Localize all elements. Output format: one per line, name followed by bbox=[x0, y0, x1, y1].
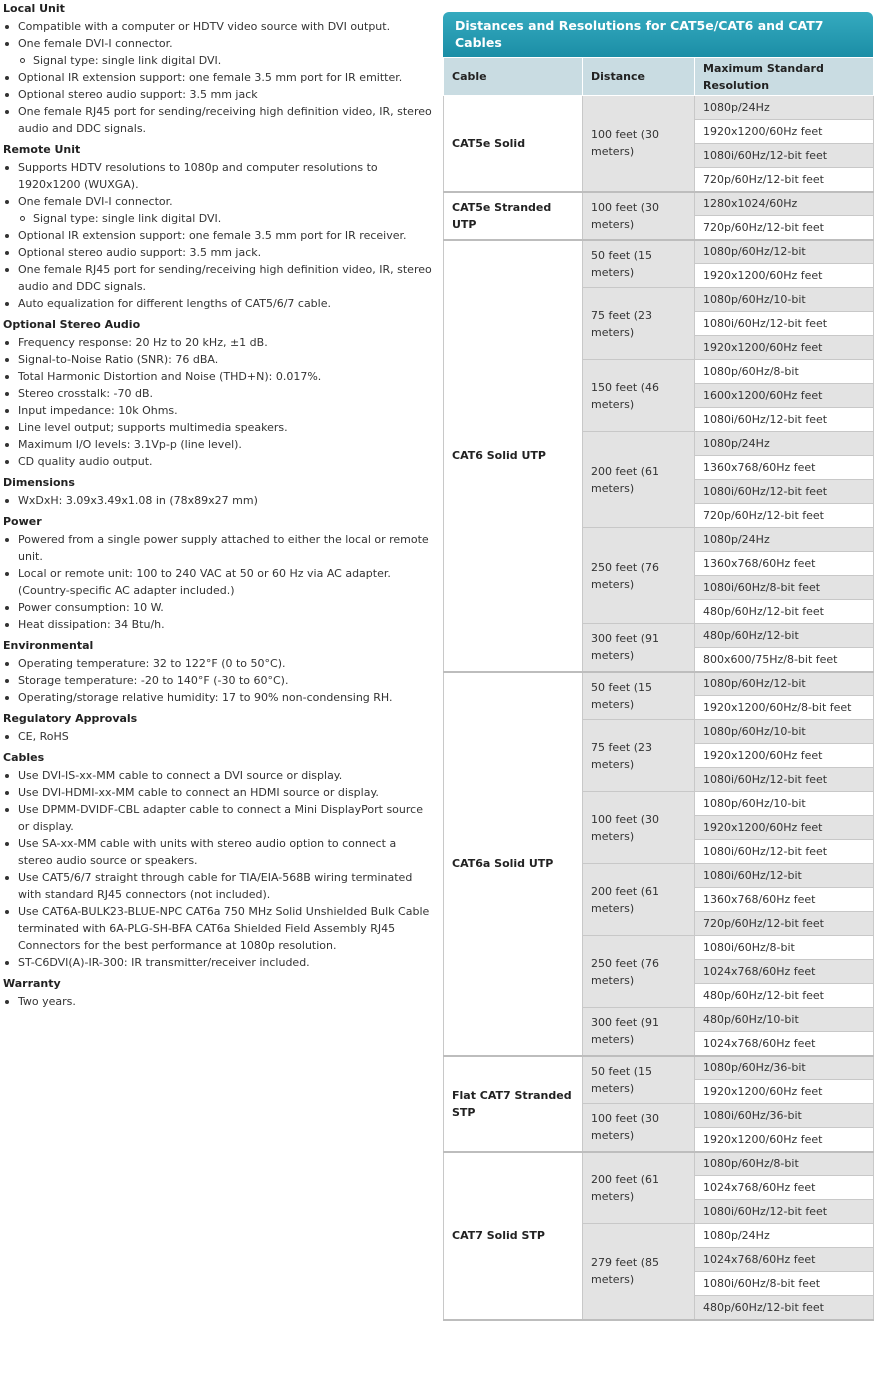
resolution-cell: 1024x768/60Hz feet bbox=[695, 1032, 874, 1056]
resolution-cell: 1080i/60Hz/12-bit feet bbox=[695, 312, 874, 336]
section-heading: Power bbox=[3, 515, 42, 528]
resolution-cell: 1080p/24Hz bbox=[695, 1224, 874, 1248]
table-title: Distances and Resolutions for CAT5e/CAT6 and CAT7 Cables bbox=[443, 12, 873, 57]
section-list bbox=[3, 531, 433, 633]
resolution-cell: 1360x768/60Hz feet bbox=[695, 888, 874, 912]
resolution-cell: 1280x1024/60Hz bbox=[695, 192, 874, 216]
list-item: Compatible with a computer or HDTV video source with DVI output. bbox=[3, 18, 433, 35]
list-item: Use DPMM-DVIDF-CBL adapter cable to connect a Mini DisplayPort source or display. bbox=[3, 801, 433, 835]
resolution-cell: 720p/60Hz/12-bit feet bbox=[695, 216, 874, 240]
distance-cell: 300 feet (91 meters) bbox=[583, 624, 695, 672]
cable-cell: CAT7 Solid STP bbox=[444, 1152, 583, 1320]
resolution-cell: 1080i/60Hz/12-bit feet bbox=[695, 1200, 874, 1224]
resolution-cell: 1080i/60Hz/12-bit bbox=[695, 864, 874, 888]
list-item: Use SA-xx-MM cable with units with stereo audio option to connect a stereo audio source or speakers. bbox=[3, 835, 433, 869]
section-heading: Regulatory Approvals bbox=[3, 712, 138, 725]
distance-cell: 100 feet (30 meters) bbox=[583, 1104, 695, 1152]
resolution-cell: 1360x768/60Hz feet bbox=[695, 552, 874, 576]
section-heading: Remote Unit bbox=[3, 143, 81, 156]
distance-cell: 75 feet (23 meters) bbox=[583, 720, 695, 792]
cable-cell: CAT5e Solid bbox=[444, 96, 583, 192]
col-header-cable: Cable bbox=[444, 58, 583, 96]
list-item: Operating temperature: 32 to 122°F (0 to 50°C). bbox=[3, 655, 433, 672]
list-item: CD quality audio output. bbox=[3, 453, 433, 470]
cable-cell: Flat CAT7 Stranded STP bbox=[444, 1056, 583, 1152]
resolution-cell: 1920x1200/60Hz feet bbox=[695, 1128, 874, 1152]
list-item: Heat dissipation: 34 Btu/h. bbox=[3, 616, 433, 633]
resolution-cell: 1080p/60Hz/10-bit bbox=[695, 288, 874, 312]
list-item: Optional IR extension support: one female 3.5 mm port for IR emitter. bbox=[3, 69, 433, 86]
resolution-cell: 1080p/60Hz/8-bit bbox=[695, 360, 874, 384]
resolution-cell: 1080p/60Hz/8-bit bbox=[695, 1152, 874, 1176]
section-list bbox=[3, 993, 433, 1010]
section-list bbox=[3, 767, 433, 971]
cable-group bbox=[444, 1152, 874, 1320]
list-item: Total Harmonic Distortion and Noise (THD+N): 0.017%. bbox=[3, 368, 433, 385]
resolution-cell: 1920x1200/60Hz feet bbox=[695, 336, 874, 360]
list-item: Use CAT5/6/7 straight through cable for TIA/EIA-568B wiring terminated with standard RJ45 connectors (not included). bbox=[3, 869, 433, 903]
resolution-cell: 1080i/60Hz/12-bit feet bbox=[695, 144, 874, 168]
distance-cell: 100 feet (30 meters) bbox=[583, 792, 695, 864]
list-item: Use DVI-HDMI-xx-MM cable to connect an HDMI source or display. bbox=[3, 784, 433, 801]
table-row bbox=[444, 240, 874, 264]
resolution-cell: 1080i/60Hz/12-bit feet bbox=[695, 768, 874, 792]
distance-resolution-table bbox=[443, 57, 874, 1321]
resolution-cell: 1080i/60Hz/8-bit feet bbox=[695, 1272, 874, 1296]
resolution-cell: 1024x768/60Hz feet bbox=[695, 1176, 874, 1200]
list-item: Power consumption: 10 W. bbox=[3, 599, 433, 616]
list-item: Stereo crosstalk: -70 dB. bbox=[3, 385, 433, 402]
section-heading: Optional Stereo Audio bbox=[3, 318, 141, 331]
distance-cell: 250 feet (76 meters) bbox=[583, 936, 695, 1008]
list-item: Signal-to-Noise Ratio (SNR): 76 dBA. bbox=[3, 351, 433, 368]
resolution-cell: 1920x1200/60Hz feet bbox=[695, 744, 874, 768]
sub-list-item: Signal type: single link digital DVI. bbox=[3, 52, 433, 69]
list-item: Optional stereo audio support: 3.5 mm jack. bbox=[3, 244, 433, 261]
list-item: Supports HDTV resolutions to 1080p and computer resolutions to 1920x1200 (WUXGA). bbox=[3, 159, 433, 193]
resolution-cell: 1080i/60Hz/8-bit bbox=[695, 936, 874, 960]
list-item: CE, RoHS bbox=[3, 728, 433, 745]
section-list bbox=[3, 18, 433, 137]
resolution-cell: 1920x1200/60Hz/8-bit feet bbox=[695, 696, 874, 720]
distance-resolution-table-panel bbox=[443, 12, 873, 1321]
distance-cell: 250 feet (76 meters) bbox=[583, 528, 695, 624]
list-item: Input impedance: 10k Ohms. bbox=[3, 402, 433, 419]
distance-cell: 279 feet (85 meters) bbox=[583, 1224, 695, 1320]
resolution-cell: 480p/60Hz/12-bit feet bbox=[695, 1296, 874, 1320]
sub-list-item: Signal type: single link digital DVI. bbox=[3, 210, 433, 227]
list-item: One female RJ45 port for sending/receiving high definition video, IR, stereo audio and DDC signals. bbox=[3, 261, 433, 295]
resolution-cell: 720p/60Hz/12-bit feet bbox=[695, 168, 874, 192]
resolution-cell: 1080i/60Hz/36-bit bbox=[695, 1104, 874, 1128]
col-header-distance: Distance bbox=[583, 58, 695, 96]
distance-cell: 200 feet (61 meters) bbox=[583, 432, 695, 528]
resolution-cell: 720p/60Hz/12-bit feet bbox=[695, 504, 874, 528]
resolution-cell: 1080p/24Hz bbox=[695, 432, 874, 456]
distance-cell: 200 feet (61 meters) bbox=[583, 864, 695, 936]
list-item: One female RJ45 port for sending/receiving high definition video, IR, stereo audio and DDC signals. bbox=[3, 103, 433, 137]
table-row bbox=[444, 192, 874, 216]
resolution-cell: 480p/60Hz/12-bit feet bbox=[695, 600, 874, 624]
section-list bbox=[3, 728, 433, 745]
list-item: ST-C6DVI(A)-IR-300: IR transmitter/receiver included. bbox=[3, 954, 433, 971]
table-row bbox=[444, 1056, 874, 1080]
list-item: Storage temperature: -20 to 140°F (-30 to 60°C). bbox=[3, 672, 433, 689]
cable-cell: CAT6a Solid UTP bbox=[444, 672, 583, 1056]
resolution-cell: 1920x1200/60Hz feet bbox=[695, 264, 874, 288]
table-header-row bbox=[444, 58, 874, 96]
list-item: Local or remote unit: 100 to 240 VAC at 50 or 60 Hz via AC adapter. (Country-specific AC adapter included.) bbox=[3, 565, 433, 599]
resolution-cell: 1080i/60Hz/12-bit feet bbox=[695, 840, 874, 864]
resolution-cell: 480p/60Hz/12-bit feet bbox=[695, 984, 874, 1008]
resolution-cell: 1920x1200/60Hz feet bbox=[695, 120, 874, 144]
cable-group bbox=[444, 1056, 874, 1152]
table-row bbox=[444, 96, 874, 120]
section-heading: Warranty bbox=[3, 977, 61, 990]
resolution-cell: 1920x1200/60Hz feet bbox=[695, 816, 874, 840]
section-heading: Dimensions bbox=[3, 476, 75, 489]
cable-group bbox=[444, 240, 874, 672]
list-item: Use CAT6A-BULK23-BLUE-NPC CAT6a 750 MHz Solid Unshielded Bulk Cable terminated with 6A-PLG-SH-BFA CAT6a Shielded Field Assembly RJ45 Connectors for the best performance at 1080p resolution. bbox=[3, 903, 433, 954]
resolution-cell: 1360x768/60Hz feet bbox=[695, 456, 874, 480]
resolution-cell: 1080p/60Hz/12-bit bbox=[695, 672, 874, 696]
col-header-resolution: Maximum Standard Resolution bbox=[695, 58, 874, 96]
spec-list bbox=[3, 1, 433, 1010]
cable-group bbox=[444, 672, 874, 1056]
resolution-cell: 1600x1200/60Hz feet bbox=[695, 384, 874, 408]
cable-cell: CAT6 Solid UTP bbox=[444, 240, 583, 672]
section-heading: Environmental bbox=[3, 639, 94, 652]
distance-cell: 100 feet (30 meters) bbox=[583, 192, 695, 240]
resolution-cell: 1080p/60Hz/10-bit bbox=[695, 720, 874, 744]
section-heading: Local Unit bbox=[3, 2, 65, 15]
section-heading: Cables bbox=[3, 751, 45, 764]
table-row bbox=[444, 672, 874, 696]
resolution-cell: 1080i/60Hz/12-bit feet bbox=[695, 408, 874, 432]
list-item: WxDxH: 3.09x3.49x1.08 in (78x89x27 mm) bbox=[3, 492, 433, 509]
section-list bbox=[3, 655, 433, 706]
distance-cell: 150 feet (46 meters) bbox=[583, 360, 695, 432]
distance-cell: 100 feet (30 meters) bbox=[583, 96, 695, 192]
resolution-cell: 1080p/24Hz bbox=[695, 528, 874, 552]
section-list bbox=[3, 334, 433, 470]
resolution-cell: 480p/60Hz/10-bit bbox=[695, 1008, 874, 1032]
list-item: Operating/storage relative humidity: 17 to 90% non-condensing RH. bbox=[3, 689, 433, 706]
resolution-cell: 1024x768/60Hz feet bbox=[695, 960, 874, 984]
list-item: Frequency response: 20 Hz to 20 kHz, ±1 dB. bbox=[3, 334, 433, 351]
list-item: Powered from a single power supply attached to either the local or remote unit. bbox=[3, 531, 433, 565]
list-item: Use DVI-IS-xx-MM cable to connect a DVI source or display. bbox=[3, 767, 433, 784]
resolution-cell: 800x600/75Hz/8-bit feet bbox=[695, 648, 874, 672]
list-item: One female DVI-I connector. bbox=[3, 35, 433, 52]
resolution-cell: 1080p/60Hz/10-bit bbox=[695, 792, 874, 816]
distance-cell: 50 feet (15 meters) bbox=[583, 240, 695, 288]
list-item: Two years. bbox=[3, 993, 433, 1010]
distance-cell: 300 feet (91 meters) bbox=[583, 1008, 695, 1056]
resolution-cell: 480p/60Hz/12-bit bbox=[695, 624, 874, 648]
list-item: Auto equalization for different lengths of CAT5/6/7 cable. bbox=[3, 295, 433, 312]
resolution-cell: 1080p/60Hz/36-bit bbox=[695, 1056, 874, 1080]
distance-cell: 75 feet (23 meters) bbox=[583, 288, 695, 360]
list-item: Maximum I/O levels: 3.1Vp-p (line level). bbox=[3, 436, 433, 453]
list-item: Optional IR extension support: one female 3.5 mm port for IR receiver. bbox=[3, 227, 433, 244]
resolution-cell: 1080i/60Hz/12-bit feet bbox=[695, 480, 874, 504]
cable-group bbox=[444, 96, 874, 192]
cable-cell: CAT5e Stranded UTP bbox=[444, 192, 583, 240]
section-list bbox=[3, 492, 433, 509]
list-item: Line level output; supports multimedia speakers. bbox=[3, 419, 433, 436]
list-item: Optional stereo audio support: 3.5 mm jack bbox=[3, 86, 433, 103]
resolution-cell: 1080i/60Hz/8-bit feet bbox=[695, 576, 874, 600]
resolution-cell: 1080p/24Hz bbox=[695, 96, 874, 120]
table-row bbox=[444, 1152, 874, 1176]
resolution-cell: 1024x768/60Hz feet bbox=[695, 1248, 874, 1272]
distance-cell: 50 feet (15 meters) bbox=[583, 672, 695, 720]
cable-group bbox=[444, 192, 874, 240]
distance-cell: 200 feet (61 meters) bbox=[583, 1152, 695, 1224]
resolution-cell: 720p/60Hz/12-bit feet bbox=[695, 912, 874, 936]
resolution-cell: 1080p/60Hz/12-bit bbox=[695, 240, 874, 264]
resolution-cell: 1920x1200/60Hz feet bbox=[695, 1080, 874, 1104]
list-item: One female DVI-I connector. bbox=[3, 193, 433, 210]
distance-cell: 50 feet (15 meters) bbox=[583, 1056, 695, 1104]
section-list bbox=[3, 159, 433, 312]
